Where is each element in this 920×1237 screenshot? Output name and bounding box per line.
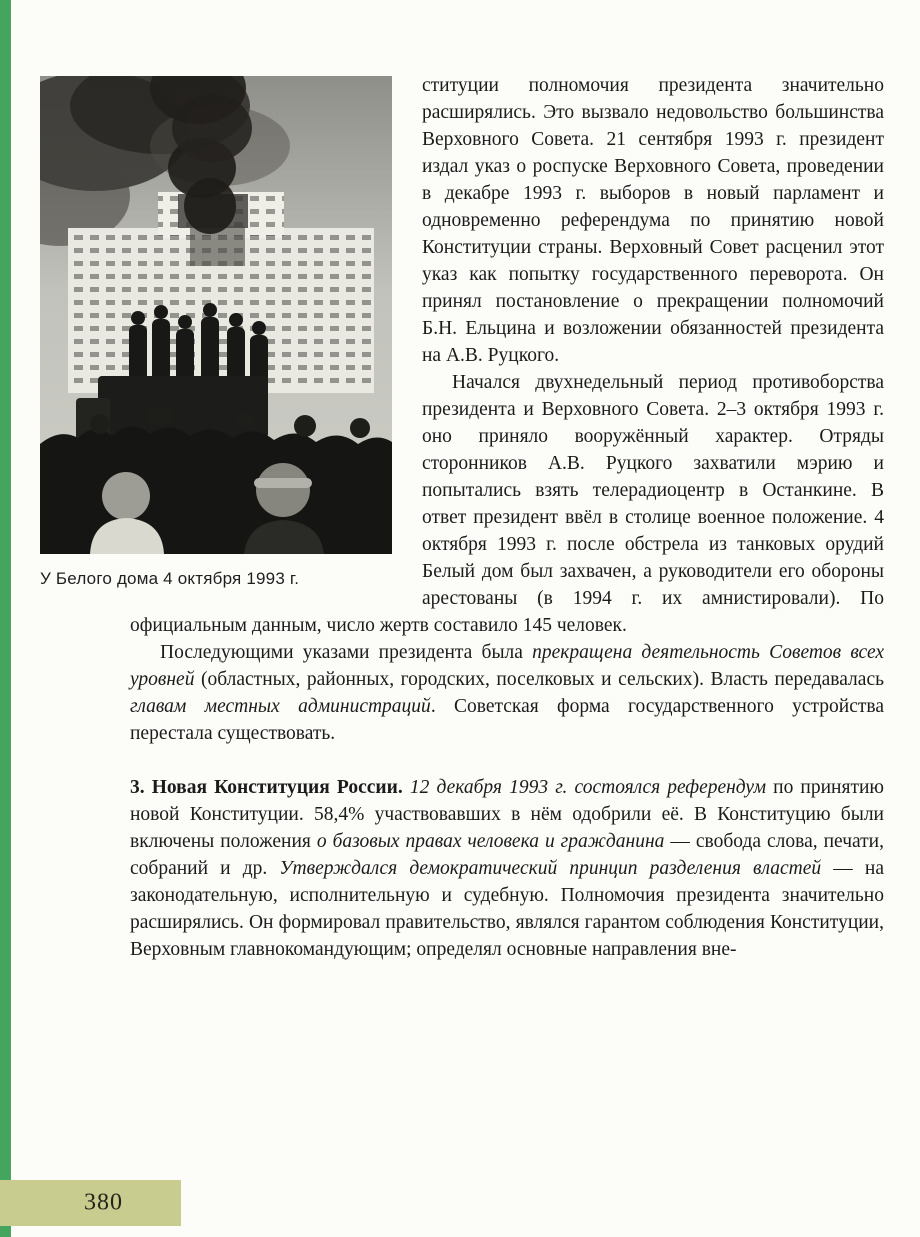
p4-seg1-italic: 12 декабря 1993 г. состоялся референдум [402, 777, 767, 798]
p3-seg1: Последующими указами президента была [160, 642, 533, 663]
paragraph-president-powers: ституции полномочия президента значительно расширялись. Это вызвало недовольство большинства Верховного Совета. 21 сентября 1993 г. президент издал указ о роспуске Верховного Совета, проведении в декабре 1993 г. выборов в новый парламент и одновременно референдума по принятию новой Конституции страны. Верховный Совет расценил этот указ как попытку государственного переворота. Он принял постановление о прекращении полномочий Б.Н. Ельцина и возложении обязанностей президента на А.В. Руцкого. [422, 75, 884, 366]
paragraph-new-constitution [130, 774, 884, 963]
p3-seg5: . Советская форма государственного устройства перестала существовать. [130, 696, 885, 744]
paragraph-confrontation: Начался двухнедельный период противоборства президента и Верховного Совета. 2–3 октября 1993 г. оно приняло вооружённый характер. Отряды сторонников А.В. Руцкого захватили мэрию и попытались взять телерадиоцентр в Останкине. В ответ президент ввёл в столице военное положение. 4 октября 1993 г. после обстрела из танковых орудий Белый дом был захвачен, а руководители его обороны арестованы (в 1994 г. их амнистировали). По официальным данным, число жертв составило 145 человек. [130, 372, 884, 636]
paragraph-soviets-dissolved [130, 639, 884, 747]
p4-seg5-italic: Утверждался демократический принцип разделения властей [279, 858, 822, 879]
p3-seg3: (областных, районных, городских, поселковых и сельских). Власть передавалась [194, 669, 884, 690]
p4-seg3-italic: о базовых правах человека и гражданина [316, 831, 665, 852]
photo-caption: У Белого дома 4 октября 1993 г. [40, 569, 300, 588]
p4-seg6: — на законодательную, исполнительную и судебную. Полномочия президента значительно расширялись. Он формировал правительство, являлся гарантом соблюдения Конституции, Верховным главнокомандующим; определял основные направления вне- [130, 858, 884, 960]
page-number: 380 [84, 1189, 123, 1216]
p4-seg4: — свобода слова, печати, собраний и др. [130, 831, 884, 879]
p3-seg4-italic: главам местных администраций [130, 696, 431, 717]
section-heading: 3. Новая Конституция России. [130, 777, 403, 798]
photo-figure [40, 76, 392, 589]
p3-seg2-italic: прекращена деятельность Советов всех уровней [130, 642, 884, 690]
page-number-box [0, 1180, 181, 1226]
p4-seg2: по принятию новой Конституции. 58,4% участвовавших в нём одобрили её. В Конституцию были включены положения [130, 777, 884, 852]
white-house-photo [40, 76, 392, 554]
